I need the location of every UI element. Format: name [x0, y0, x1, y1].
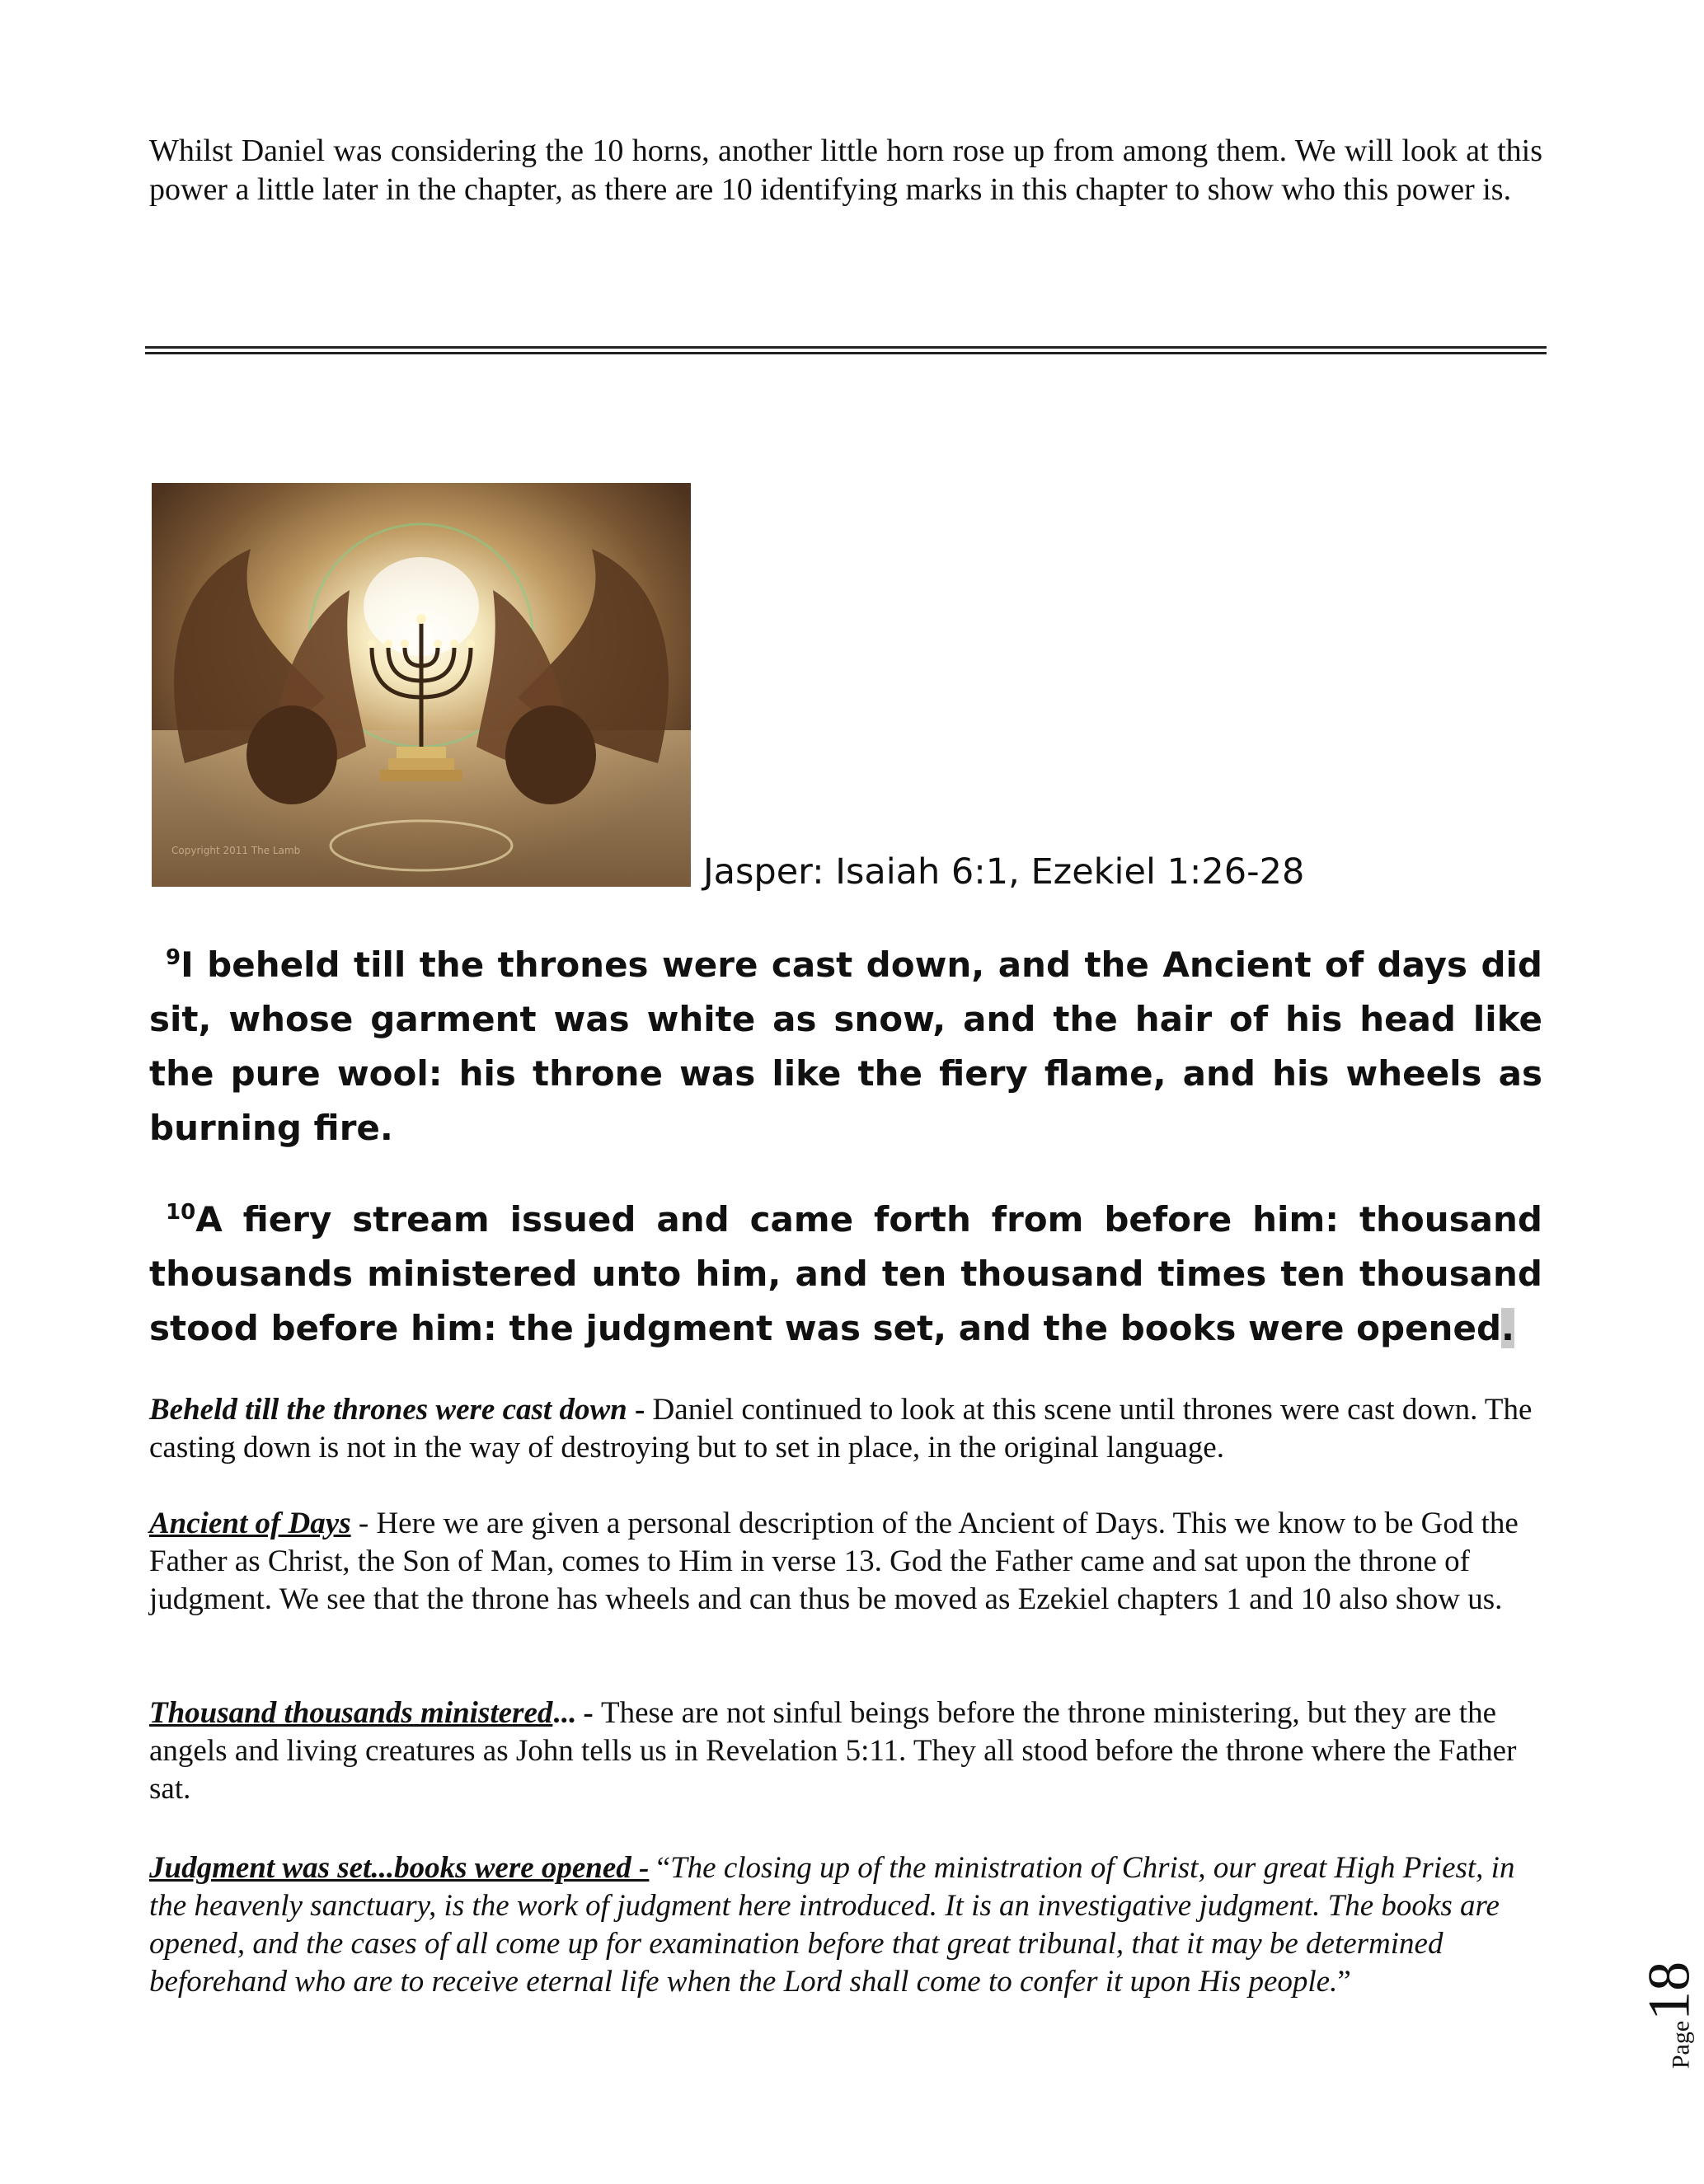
commentary-term: Judgment was set...books were opened - [149, 1851, 650, 1885]
figure-caption: Jasper: Isaiah 6:1, Ezekiel 1:26-28 [703, 851, 1305, 893]
verse-9 [149, 938, 1542, 1155]
page-number-value: 18 [1636, 1961, 1702, 2021]
highlighted-period: . [1501, 1308, 1514, 1348]
commentary-separator: - [350, 1507, 377, 1540]
commentary-thrones [149, 1391, 1542, 1467]
throne-vision-illustration [152, 483, 691, 887]
double-divider [145, 346, 1547, 354]
page-number [1636, 1949, 1702, 2081]
watermark-text: Copyright 2011 The Lamb [171, 845, 301, 856]
verse-number: 9 [166, 945, 181, 970]
commentary-ancient-of-days [149, 1505, 1542, 1619]
commentary-end: ” [1337, 1965, 1351, 1999]
commentary-text: Daniel continued to look at this scene until thrones were cast down. The casting down is not in the way of destroying but to set in place, in the original language. [149, 1393, 1533, 1465]
commentary-term: Thousand thousands ministered [149, 1696, 553, 1730]
verse-10 [149, 1193, 1542, 1356]
commentary-quote: The closing up of the ministration of Christ, our great High Priest, in the heavenly sanctuary, is the work of judgment here introduced. It is an investigative judgment. The books are opened, and the cases of all come up for examination before that great tribunal, that it may be determined beforehand who are to receive eternal life when the Lord shall come to confer it upon His people. [149, 1851, 1515, 1999]
commentary-judgment [149, 1849, 1542, 2001]
commentary-separator: “ [649, 1851, 671, 1885]
verse-text: A fiery stream issued and came forth from before him: thousand thousands ministered unto him, and ten thousand times ten thousand stood before him: the judgment was set, and the books were opened [149, 1199, 1542, 1348]
verse-number: 10 [166, 1200, 196, 1225]
commentary-separator: ... - [552, 1696, 601, 1730]
intro-paragraph: Whilst Daniel was considering the 10 horns, another little horn rose up from among them. We will look at this power a little later in the chapter, as there are 10 identifying marks in this chapter to show who this power is. [149, 134, 1542, 207]
commentary-term: Ancient of Days [149, 1507, 351, 1540]
commentary-text: These are not sinful beings before the throne ministering, but they are the angels and living creatures as John tells us in Revelation 5:11. They all stood before the throne where the Father sat. [149, 1696, 1517, 1806]
throne-vision-icon [152, 483, 691, 887]
commentary-separator: - [627, 1393, 653, 1427]
page-label: Page [1667, 2020, 1695, 2069]
commentary-term: Beheld till the thrones were cast down [149, 1393, 627, 1427]
verse-text: I beheld till the thrones were cast down, and the Ancient of days did sit, whose garment was white as snow, and the hair of his head like the pure wool: his throne was like the fiery flame, and his wheels as burning fire. [149, 944, 1542, 1148]
commentary-thousand-thousands [149, 1694, 1542, 1808]
commentary-text: Here we are given a personal description of the Ancient of Days. This we know to be God the Father as Christ, the Son of Man, comes to Him in verse 13. God the Father came and sat upon the throne of judgment. We see that the throne has wheels and can thus be moved as Ezekiel chapters 1 and 10 also show us. [149, 1507, 1519, 1616]
